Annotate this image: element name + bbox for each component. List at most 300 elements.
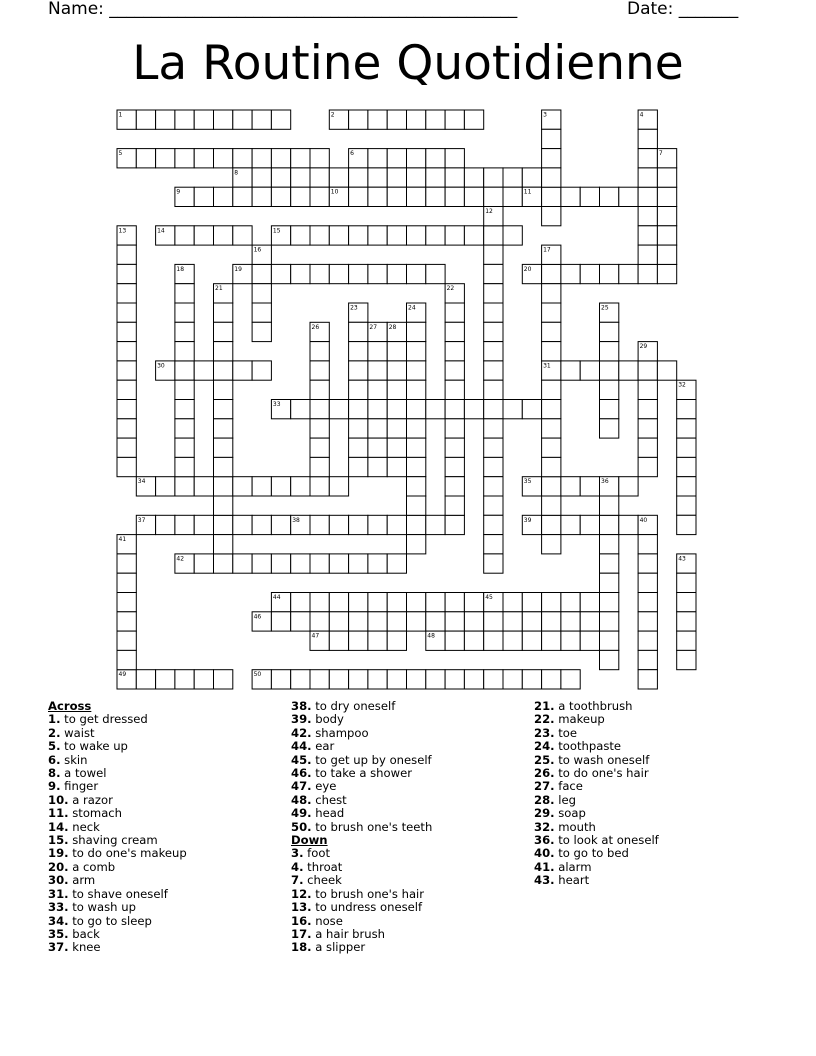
- grid-cell[interactable]: [677, 515, 696, 534]
- grid-cell[interactable]: [638, 631, 657, 650]
- grid-cell[interactable]: [445, 110, 464, 129]
- grid-cell[interactable]: [542, 380, 561, 399]
- grid-cell[interactable]: [368, 593, 387, 612]
- grid-cell[interactable]: [349, 612, 368, 631]
- grid-cell[interactable]: [657, 207, 676, 226]
- grid-cell[interactable]: [600, 515, 619, 534]
- grid-cell[interactable]: [310, 593, 329, 612]
- grid-cell[interactable]: [252, 322, 271, 341]
- grid-cell[interactable]: [638, 573, 657, 592]
- grid-cell[interactable]: [561, 187, 580, 206]
- grid-cell[interactable]: [233, 361, 252, 380]
- grid-cell[interactable]: [503, 593, 522, 612]
- grid-cell[interactable]: [426, 187, 445, 206]
- grid-cell[interactable]: [522, 612, 541, 631]
- grid-cell[interactable]: [310, 168, 329, 187]
- grid-cell[interactable]: [407, 187, 426, 206]
- grid-cell[interactable]: [677, 573, 696, 592]
- grid-cell[interactable]: [387, 380, 406, 399]
- grid-cell[interactable]: [484, 187, 503, 206]
- grid-cell[interactable]: [542, 149, 561, 168]
- grid-cell[interactable]: [638, 457, 657, 476]
- grid-cell[interactable]: [291, 400, 310, 419]
- grid-cell[interactable]: [464, 168, 483, 187]
- grid-cell[interactable]: [214, 670, 233, 689]
- grid-cell[interactable]: [407, 438, 426, 457]
- grid-cell[interactable]: [407, 226, 426, 245]
- grid-cell[interactable]: [484, 400, 503, 419]
- grid-cell[interactable]: [194, 226, 213, 245]
- grid-cell[interactable]: [542, 322, 561, 341]
- grid-cell[interactable]: [387, 670, 406, 689]
- grid-cell[interactable]: [349, 515, 368, 534]
- grid-cell[interactable]: [600, 535, 619, 554]
- grid-cell[interactable]: [329, 168, 348, 187]
- grid-cell[interactable]: [619, 515, 638, 534]
- grid-cell[interactable]: [214, 226, 233, 245]
- grid-cell[interactable]: [600, 264, 619, 283]
- grid-cell[interactable]: [600, 361, 619, 380]
- grid-cell[interactable]: [484, 226, 503, 245]
- grid-cell[interactable]: [464, 187, 483, 206]
- grid-cell[interactable]: [484, 245, 503, 264]
- grid-cell[interactable]: [619, 187, 638, 206]
- grid-cell[interactable]: [484, 438, 503, 457]
- grid-cell[interactable]: [638, 612, 657, 631]
- grid-cell[interactable]: [368, 554, 387, 573]
- grid-cell[interactable]: [484, 380, 503, 399]
- grid-cell[interactable]: [117, 303, 136, 322]
- grid-cell[interactable]: [368, 168, 387, 187]
- grid-cell[interactable]: [387, 400, 406, 419]
- grid-cell[interactable]: [214, 322, 233, 341]
- grid-cell[interactable]: [291, 264, 310, 283]
- grid-cell[interactable]: [619, 361, 638, 380]
- grid-cell[interactable]: [214, 496, 233, 515]
- grid-cell[interactable]: [368, 670, 387, 689]
- grid-cell[interactable]: [310, 226, 329, 245]
- grid-cell[interactable]: [233, 187, 252, 206]
- grid-cell[interactable]: [542, 207, 561, 226]
- grid-cell[interactable]: [291, 670, 310, 689]
- grid-cell[interactable]: [657, 264, 676, 283]
- grid-cell[interactable]: [194, 554, 213, 573]
- grid-cell[interactable]: [349, 342, 368, 361]
- grid-cell[interactable]: [252, 110, 271, 129]
- grid-cell[interactable]: [677, 612, 696, 631]
- grid-cell[interactable]: [194, 187, 213, 206]
- grid-cell[interactable]: [368, 457, 387, 476]
- grid-cell[interactable]: [214, 535, 233, 554]
- grid-cell[interactable]: [136, 110, 155, 129]
- grid-cell[interactable]: [252, 303, 271, 322]
- grid-cell[interactable]: [638, 226, 657, 245]
- grid-cell[interactable]: [291, 477, 310, 496]
- grid-cell[interactable]: [484, 322, 503, 341]
- grid-cell[interactable]: [349, 631, 368, 650]
- grid-cell[interactable]: [175, 380, 194, 399]
- grid-cell[interactable]: [252, 168, 271, 187]
- grid-cell[interactable]: [484, 631, 503, 650]
- grid-cell[interactable]: [561, 631, 580, 650]
- grid-cell[interactable]: [542, 264, 561, 283]
- grid-cell[interactable]: [291, 149, 310, 168]
- grid-cell[interactable]: [387, 515, 406, 534]
- grid-cell[interactable]: [271, 515, 290, 534]
- grid-cell[interactable]: [349, 322, 368, 341]
- grid-cell[interactable]: [407, 515, 426, 534]
- grid-cell[interactable]: [677, 593, 696, 612]
- grid-cell[interactable]: [233, 477, 252, 496]
- grid-cell[interactable]: [561, 264, 580, 283]
- grid-cell[interactable]: [271, 670, 290, 689]
- grid-cell[interactable]: [117, 438, 136, 457]
- grid-cell[interactable]: [638, 438, 657, 457]
- grid-cell[interactable]: [252, 284, 271, 303]
- grid-cell[interactable]: [136, 670, 155, 689]
- grid-cell[interactable]: [484, 168, 503, 187]
- grid-cell[interactable]: [387, 593, 406, 612]
- grid-cell[interactable]: [329, 477, 348, 496]
- grid-cell[interactable]: [445, 149, 464, 168]
- grid-cell[interactable]: [117, 419, 136, 438]
- grid-cell[interactable]: [117, 573, 136, 592]
- grid-cell[interactable]: [175, 226, 194, 245]
- grid-cell[interactable]: [310, 438, 329, 457]
- grid-cell[interactable]: [175, 515, 194, 534]
- grid-cell[interactable]: [214, 477, 233, 496]
- grid-cell[interactable]: [291, 612, 310, 631]
- grid-cell[interactable]: [522, 670, 541, 689]
- grid-cell[interactable]: [638, 168, 657, 187]
- grid-cell[interactable]: [542, 496, 561, 515]
- grid-cell[interactable]: [561, 593, 580, 612]
- grid-cell[interactable]: [310, 361, 329, 380]
- grid-cell[interactable]: [271, 168, 290, 187]
- grid-cell[interactable]: [484, 342, 503, 361]
- grid-cell[interactable]: [464, 400, 483, 419]
- grid-cell[interactable]: [638, 593, 657, 612]
- grid-cell[interactable]: [600, 380, 619, 399]
- grid-cell[interactable]: [600, 322, 619, 341]
- grid-cell[interactable]: [117, 612, 136, 631]
- grid-cell[interactable]: [445, 631, 464, 650]
- grid-cell[interactable]: [368, 187, 387, 206]
- grid-cell[interactable]: [484, 284, 503, 303]
- grid-cell[interactable]: [310, 187, 329, 206]
- grid-cell[interactable]: [387, 168, 406, 187]
- grid-cell[interactable]: [445, 496, 464, 515]
- grid-cell[interactable]: [156, 477, 175, 496]
- grid-cell[interactable]: [214, 419, 233, 438]
- grid-cell[interactable]: [175, 149, 194, 168]
- grid-cell[interactable]: [638, 187, 657, 206]
- grid-cell[interactable]: [117, 322, 136, 341]
- grid-cell[interactable]: [175, 419, 194, 438]
- grid-cell[interactable]: [194, 670, 213, 689]
- grid-cell[interactable]: [677, 650, 696, 669]
- grid-cell[interactable]: [117, 631, 136, 650]
- grid-cell[interactable]: [329, 264, 348, 283]
- grid-cell[interactable]: [503, 187, 522, 206]
- grid-cell[interactable]: [329, 670, 348, 689]
- grid-cell[interactable]: [445, 322, 464, 341]
- grid-cell[interactable]: [484, 477, 503, 496]
- grid-cell[interactable]: [156, 149, 175, 168]
- grid-cell[interactable]: [600, 573, 619, 592]
- grid-cell[interactable]: [310, 400, 329, 419]
- grid-cell[interactable]: [214, 400, 233, 419]
- grid-cell[interactable]: [117, 554, 136, 573]
- grid-cell[interactable]: [657, 187, 676, 206]
- grid-cell[interactable]: [368, 226, 387, 245]
- grid-cell[interactable]: [194, 477, 213, 496]
- grid-cell[interactable]: [426, 612, 445, 631]
- grid-cell[interactable]: [542, 419, 561, 438]
- grid-cell[interactable]: [600, 342, 619, 361]
- grid-cell[interactable]: [619, 264, 638, 283]
- grid-cell[interactable]: [271, 612, 290, 631]
- grid-cell[interactable]: [387, 110, 406, 129]
- grid-cell[interactable]: [503, 226, 522, 245]
- grid-cell[interactable]: [252, 149, 271, 168]
- grid-cell[interactable]: [657, 226, 676, 245]
- grid-cell[interactable]: [445, 670, 464, 689]
- grid-cell[interactable]: [194, 515, 213, 534]
- grid-cell[interactable]: [349, 264, 368, 283]
- grid-cell[interactable]: [387, 187, 406, 206]
- grid-cell[interactable]: [175, 477, 194, 496]
- grid-cell[interactable]: [638, 264, 657, 283]
- grid-cell[interactable]: [349, 168, 368, 187]
- grid-cell[interactable]: [329, 554, 348, 573]
- grid-cell[interactable]: [600, 554, 619, 573]
- grid-cell[interactable]: [214, 554, 233, 573]
- grid-cell[interactable]: [214, 342, 233, 361]
- grid-cell[interactable]: [310, 419, 329, 438]
- grid-cell[interactable]: [426, 593, 445, 612]
- grid-cell[interactable]: [484, 457, 503, 476]
- grid-cell[interactable]: [677, 477, 696, 496]
- grid-cell[interactable]: [117, 361, 136, 380]
- grid-cell[interactable]: [117, 457, 136, 476]
- grid-cell[interactable]: [175, 110, 194, 129]
- grid-cell[interactable]: [407, 593, 426, 612]
- grid-cell[interactable]: [638, 670, 657, 689]
- grid-cell[interactable]: [349, 361, 368, 380]
- grid-cell[interactable]: [117, 650, 136, 669]
- grid-cell[interactable]: [117, 245, 136, 264]
- grid-cell[interactable]: [657, 361, 676, 380]
- grid-cell[interactable]: [271, 110, 290, 129]
- grid-cell[interactable]: [387, 361, 406, 380]
- grid-cell[interactable]: [407, 149, 426, 168]
- grid-cell[interactable]: [310, 670, 329, 689]
- grid-cell[interactable]: [580, 593, 599, 612]
- grid-cell[interactable]: [542, 284, 561, 303]
- grid-cell[interactable]: [580, 477, 599, 496]
- grid-cell[interactable]: [329, 612, 348, 631]
- grid-cell[interactable]: [657, 168, 676, 187]
- grid-cell[interactable]: [175, 284, 194, 303]
- grid-cell[interactable]: [638, 149, 657, 168]
- grid-cell[interactable]: [117, 593, 136, 612]
- grid-cell[interactable]: [407, 670, 426, 689]
- grid-cell[interactable]: [542, 400, 561, 419]
- grid-cell[interactable]: [580, 264, 599, 283]
- grid-cell[interactable]: [252, 264, 271, 283]
- grid-cell[interactable]: [407, 380, 426, 399]
- grid-cell[interactable]: [426, 226, 445, 245]
- grid-cell[interactable]: [271, 477, 290, 496]
- grid-cell[interactable]: [677, 631, 696, 650]
- grid-cell[interactable]: [561, 670, 580, 689]
- grid-cell[interactable]: [271, 149, 290, 168]
- grid-cell[interactable]: [464, 226, 483, 245]
- grid-cell[interactable]: [542, 168, 561, 187]
- grid-cell[interactable]: [310, 264, 329, 283]
- grid-cell[interactable]: [426, 264, 445, 283]
- grid-cell[interactable]: [214, 303, 233, 322]
- grid-cell[interactable]: [368, 631, 387, 650]
- grid-cell[interactable]: [638, 535, 657, 554]
- grid-cell[interactable]: [329, 226, 348, 245]
- grid-cell[interactable]: [310, 477, 329, 496]
- grid-cell[interactable]: [387, 226, 406, 245]
- grid-cell[interactable]: [407, 400, 426, 419]
- grid-cell[interactable]: [542, 515, 561, 534]
- grid-cell[interactable]: [445, 515, 464, 534]
- grid-cell[interactable]: [329, 631, 348, 650]
- grid-cell[interactable]: [310, 149, 329, 168]
- grid-cell[interactable]: [426, 168, 445, 187]
- grid-cell[interactable]: [194, 149, 213, 168]
- grid-cell[interactable]: [271, 187, 290, 206]
- grid-cell[interactable]: [368, 515, 387, 534]
- grid-cell[interactable]: [542, 187, 561, 206]
- grid-cell[interactable]: [194, 110, 213, 129]
- grid-cell[interactable]: [407, 110, 426, 129]
- grid-cell[interactable]: [407, 342, 426, 361]
- grid-cell[interactable]: [175, 361, 194, 380]
- grid-cell[interactable]: [445, 380, 464, 399]
- grid-cell[interactable]: [252, 361, 271, 380]
- grid-cell[interactable]: [175, 322, 194, 341]
- grid-cell[interactable]: [484, 419, 503, 438]
- grid-cell[interactable]: [387, 419, 406, 438]
- grid-cell[interactable]: [445, 400, 464, 419]
- grid-cell[interactable]: [600, 650, 619, 669]
- grid-cell[interactable]: [445, 419, 464, 438]
- grid-cell[interactable]: [445, 342, 464, 361]
- grid-cell[interactable]: [445, 303, 464, 322]
- grid-cell[interactable]: [600, 419, 619, 438]
- grid-cell[interactable]: [407, 419, 426, 438]
- grid-cell[interactable]: [233, 149, 252, 168]
- grid-cell[interactable]: [387, 631, 406, 650]
- grid-cell[interactable]: [368, 380, 387, 399]
- grid-cell[interactable]: [310, 342, 329, 361]
- grid-cell[interactable]: [368, 612, 387, 631]
- grid-cell[interactable]: [368, 110, 387, 129]
- grid-cell[interactable]: [407, 457, 426, 476]
- grid-cell[interactable]: [484, 496, 503, 515]
- grid-cell[interactable]: [407, 361, 426, 380]
- grid-cell[interactable]: [407, 322, 426, 341]
- grid-cell[interactable]: [677, 496, 696, 515]
- grid-cell[interactable]: [349, 110, 368, 129]
- grid-cell[interactable]: [233, 110, 252, 129]
- grid-cell[interactable]: [407, 535, 426, 554]
- grid-cell[interactable]: [426, 149, 445, 168]
- grid-cell[interactable]: [503, 670, 522, 689]
- grid-cell[interactable]: [407, 496, 426, 515]
- grid-cell[interactable]: [291, 593, 310, 612]
- grid-cell[interactable]: [580, 612, 599, 631]
- grid-cell[interactable]: [156, 110, 175, 129]
- grid-cell[interactable]: [407, 264, 426, 283]
- grid-cell[interactable]: [214, 110, 233, 129]
- grid-cell[interactable]: [175, 342, 194, 361]
- grid-cell[interactable]: [136, 149, 155, 168]
- grid-cell[interactable]: [117, 264, 136, 283]
- grid-cell[interactable]: [638, 380, 657, 399]
- grid-cell[interactable]: [600, 400, 619, 419]
- grid-cell[interactable]: [349, 419, 368, 438]
- grid-cell[interactable]: [445, 187, 464, 206]
- grid-cell[interactable]: [503, 631, 522, 650]
- grid-cell[interactable]: [426, 110, 445, 129]
- grid-cell[interactable]: [464, 612, 483, 631]
- grid-cell[interactable]: [619, 477, 638, 496]
- grid-cell[interactable]: [503, 400, 522, 419]
- grid-cell[interactable]: [291, 554, 310, 573]
- grid-cell[interactable]: [464, 631, 483, 650]
- grid-cell[interactable]: [349, 438, 368, 457]
- grid-cell[interactable]: [271, 554, 290, 573]
- grid-cell[interactable]: [252, 515, 271, 534]
- grid-cell[interactable]: [657, 245, 676, 264]
- grid-cell[interactable]: [445, 361, 464, 380]
- grid-cell[interactable]: [310, 612, 329, 631]
- grid-cell[interactable]: [214, 187, 233, 206]
- grid-cell[interactable]: [117, 400, 136, 419]
- grid-cell[interactable]: [233, 226, 252, 245]
- grid-cell[interactable]: [175, 303, 194, 322]
- grid-cell[interactable]: [464, 593, 483, 612]
- grid-cell[interactable]: [175, 400, 194, 419]
- grid-cell[interactable]: [349, 187, 368, 206]
- grid-cell[interactable]: [117, 380, 136, 399]
- grid-cell[interactable]: [349, 380, 368, 399]
- grid-cell[interactable]: [349, 670, 368, 689]
- grid-cell[interactable]: [484, 361, 503, 380]
- grid-cell[interactable]: [542, 535, 561, 554]
- grid-cell[interactable]: [522, 593, 541, 612]
- grid-cell[interactable]: [291, 168, 310, 187]
- grid-cell[interactable]: [368, 149, 387, 168]
- grid-cell[interactable]: [426, 400, 445, 419]
- grid-cell[interactable]: [484, 554, 503, 573]
- grid-cell[interactable]: [561, 515, 580, 534]
- grid-cell[interactable]: [387, 438, 406, 457]
- grid-cell[interactable]: [387, 264, 406, 283]
- grid-cell[interactable]: [638, 129, 657, 148]
- grid-cell[interactable]: [445, 612, 464, 631]
- grid-cell[interactable]: [252, 554, 271, 573]
- grid-cell[interactable]: [464, 670, 483, 689]
- grid-cell[interactable]: [445, 477, 464, 496]
